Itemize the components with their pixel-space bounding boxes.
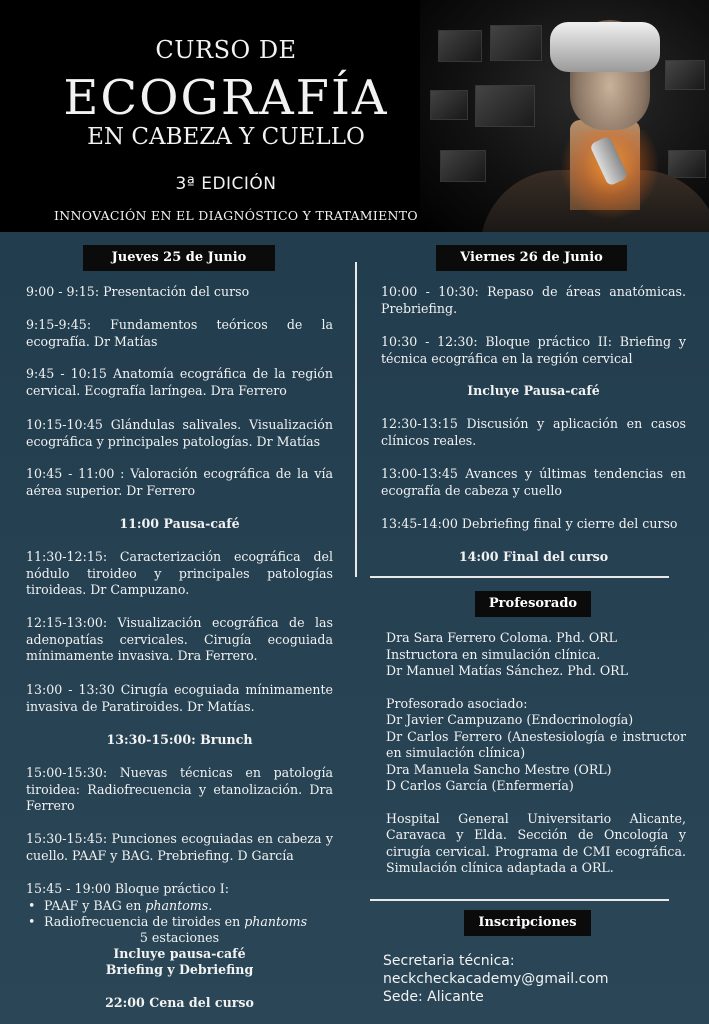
schedule-item: 11:30-12:15: Caracterización ecográfica del nódulo tiroideo y principales patologías tiroideas. Dr Campuzano.	[26, 549, 333, 597]
schedule-item: 10:30 - 12:30: Bloque práctico II: Briefing y técnica ecográfica en la región cervical	[381, 334, 686, 366]
registration-section	[383, 952, 683, 1006]
schedule-item: 13:00-13:45 Avances y últimas tendencias en ecografía de cabeza y cuello	[381, 466, 686, 498]
faculty-heading: Profesorado	[475, 591, 591, 617]
course-end: 14:00 Final del curso	[458, 549, 609, 564]
schedule-item: 15:30-15:45: Punciones ecoguiadas en cabeza y cuello. PAAF y BAG. Prebriefing. D García	[26, 831, 333, 863]
practical-bullet: • PAAF y BAG en phantoms.	[44, 898, 333, 915]
includes-coffee: Incluye pausa-café	[113, 946, 246, 961]
practical-block	[26, 881, 333, 931]
schedule-item: 10:15-10:45 Glándulas salivales. Visualización ecográfica y principales patologías. Dr Matías	[26, 417, 333, 449]
day1-heading: Jueves 25 de Junio	[83, 245, 275, 271]
contact-email[interactable]: neckcheckacademy@gmail.com	[383, 971, 609, 987]
vr-headset-icon	[550, 22, 660, 72]
column-divider	[355, 262, 357, 577]
schedule-item: 12:30-13:15 Discusión y aplicación en casos clínicos reales.	[381, 416, 686, 448]
stations-label: 5 estaciones	[139, 930, 220, 945]
schedule-item: 15:00-15:30: Nuevas técnicas en patología tiroidea: Radiofrecuencia y etanolización. Dra Ferrero	[26, 765, 333, 813]
faculty-associate: Dr Carlos Ferrero (Anestesiología e instructor en simulación clínica)	[386, 728, 686, 760]
dinner-label: 22:00 Cena del curso	[105, 995, 254, 1010]
associate-heading: Profesorado asociado:	[386, 695, 528, 711]
day2-heading: Viernes 26 de Junio	[436, 245, 627, 271]
course-title: ECOGRAFÍA	[63, 70, 389, 126]
faculty-director: Dr Manuel Matías Sánchez. Phd. ORL	[386, 663, 629, 678]
faculty-associate: Dra Manuela Sancho Mestre (ORL)	[386, 761, 612, 777]
faculty-director: Dra Sara Ferrero Coloma. Phd. ORL	[386, 630, 618, 645]
schedule-item: 10:45 - 11:00 : Valoración ecográfica de la vía aérea superior. Dr Ferrero	[26, 466, 333, 498]
edition-label: 3ª EDICIÓN	[175, 174, 277, 194]
header-banner	[0, 0, 709, 232]
course-label: CURSO DE	[155, 36, 297, 64]
faculty-director: Instructora en simulación clínica.	[386, 646, 601, 662]
schedule-item: 9:15-9:45: Fundamentos teóricos de la ecografía. Dr Matías	[26, 317, 333, 349]
faculty-section	[386, 630, 686, 877]
schedule-item: 9:45 - 10:15 Anatomía ecográfica de la región cervical. Ecografía laríngea. Dra Ferrero	[26, 366, 333, 398]
schedule-item: 10:00 - 10:30: Repaso de áreas anatómicas. Prebriefing.	[381, 284, 686, 316]
course-subtitle: EN CABEZA Y CUELLO	[87, 124, 365, 150]
venue-label: Sede: Alicante	[383, 989, 484, 1005]
coffee-break: 11:00 Pausa-café	[119, 516, 240, 531]
schedule-item: 12:15-13:00: Visualización ecográfica de las adenopatías cervicales. Cirugía ecoguiada mínimamente invasiva. Dra Ferrero.	[26, 615, 333, 663]
practical-title: 15:45 - 19:00 Bloque práctico I:	[26, 881, 229, 896]
tagline: INNOVACIÓN EN EL DIAGNÓSTICO Y TRATAMIENTO	[54, 208, 418, 223]
briefing-label: Briefing y Debriefing	[105, 962, 254, 977]
schedule-item: 13:00 - 13:30 Cirugía ecoguiada mínimamente invasiva de Paratiroides. Dr Matías.	[26, 682, 333, 714]
schedule-item: 13:45-14:00 Debriefing final y cierre del curso	[381, 516, 678, 531]
hospital-info: Hospital General Universitario Alicante, Caravaca y Elda. Sección de Oncología y cirugía cervical. Programa de CMI ecográfica. Simulación clínica adaptada a ORL.	[386, 810, 686, 875]
secretary-label: Secretaria técnica:	[383, 953, 515, 969]
faculty-associate: D Carlos García (Enfermería)	[386, 778, 574, 793]
brunch-break: 13:30-15:00: Brunch	[106, 732, 253, 747]
section-divider	[370, 899, 669, 901]
faculty-associate: Dr Javier Campuzano (Endocrinología)	[386, 712, 634, 727]
practical-bullet: • Radiofrecuencia de tiroides en phantoms	[44, 914, 333, 931]
hero-illustration	[420, 0, 709, 232]
day2-coffee: Incluye Pausa-café	[467, 383, 600, 398]
section-divider	[370, 576, 669, 578]
registration-heading: Inscripciones	[464, 910, 591, 936]
schedule-item: 9:00 - 9:15: Presentación del curso	[26, 284, 250, 299]
